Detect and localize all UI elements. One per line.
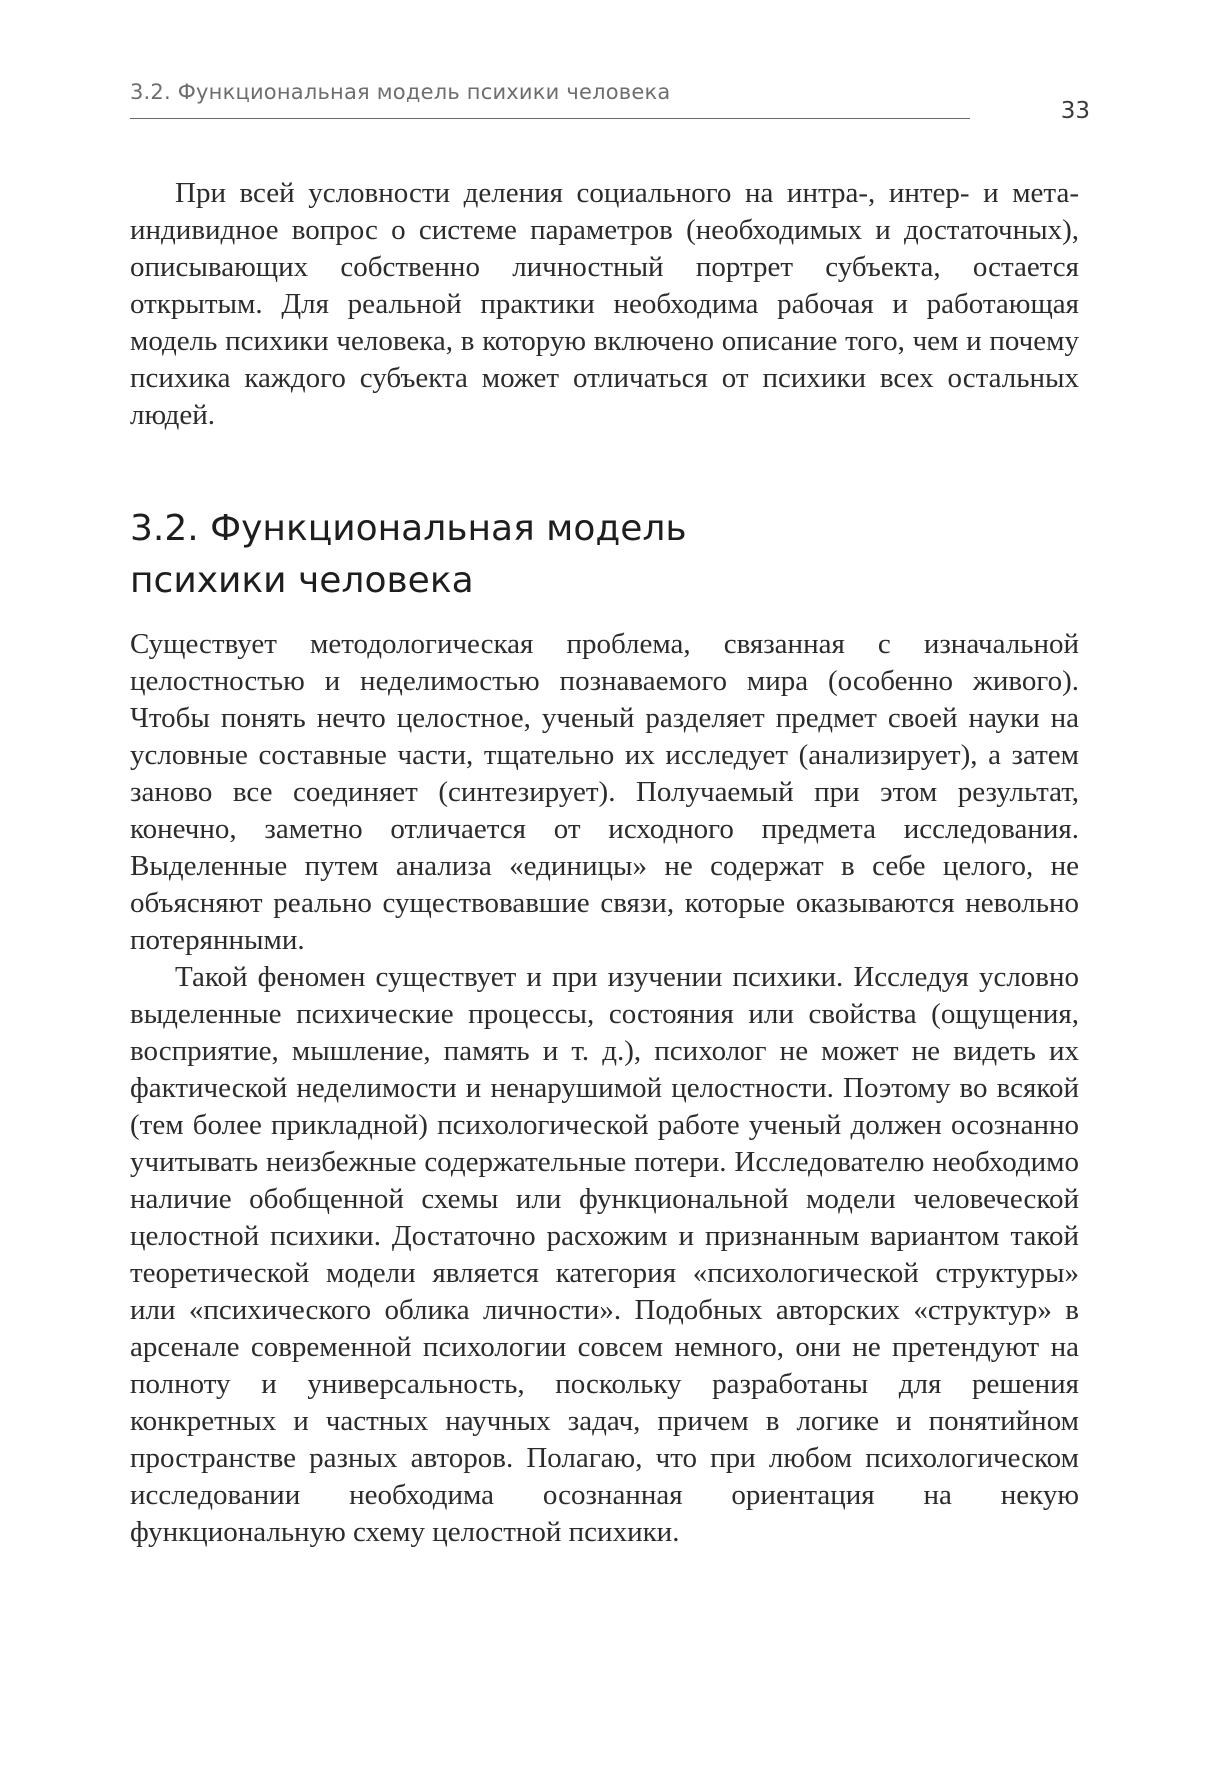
section-heading-line-2: психики человека	[130, 560, 474, 601]
running-header-title: 3.2. Функциональная модель психики человека	[130, 80, 671, 104]
page-number: 33	[1060, 98, 1090, 124]
section-paragraph-1: Существует методологическая проблема, связанная с изначальной целостностью и неделимостью познаваемого мира (особенно живого). Чтобы понять нечто целостное, ученый разделяет предмет своей науки на условные составные части, тщательно их исследует (анализирует), а затем заново все соединяет (синтезирует). Получаемый при этом результат, конечно, заметно отличается от исходного предмета исследования. Выделенные путем анализа «единицы» не содержат в себе целого, не объясняют реально существовавшие связи, которые оказываются невольно потерянными.	[130, 628, 1079, 956]
section-heading-line-1: 3.2. Функциональная модель	[130, 508, 687, 549]
section-text-block	[130, 626, 1079, 1551]
section-heading	[130, 503, 1079, 607]
intro-text-block	[130, 175, 1079, 434]
header-rule	[130, 118, 970, 119]
intro-paragraph: При всей условности деления социального на интра-, интер- и метаиндивидное вопрос о системе параметров (необходимых и достаточных), описывающих собственно личностный портрет субъекта, остается открытым. Для реальной практики необходима рабочая и работающая модель психики человека, в которую включено описание того, чем и почему психика каждого субъекта может отличаться от психики всех остальных людей.	[130, 177, 1079, 431]
section-paragraph-2: Такой феномен существует и при изучении психики. Исследуя условно выделенные психические процессы, состояния или свойства (ощущения, восприятие, мышление, память и т. д.), психолог не может не видеть их фактической неделимости и ненарушимой целостности. Поэтому во всякой (тем более прикладной) психологической работе ученый должен осознанно учитывать неизбежные содержательные потери. Исследователю необходимо наличие обобщенной схемы или функциональной модели человеческой целостной психики. Достаточно расхожим и признанным вариантом такой теоретической модели является категория «психологической структуры» или «психического облика личности». Подобных авторских «структур» в арсенале современной психологии совсем немного, они не претендуют на полноту и универсальность, поскольку разработаны для решения конкретных и частных научных задач, причем в логике и понятийном пространстве разных авторов. Полагаю, что при любом психологическом исследовании необходима осознанная ориентация на некую функциональную схему целостной психики.	[130, 961, 1079, 1548]
